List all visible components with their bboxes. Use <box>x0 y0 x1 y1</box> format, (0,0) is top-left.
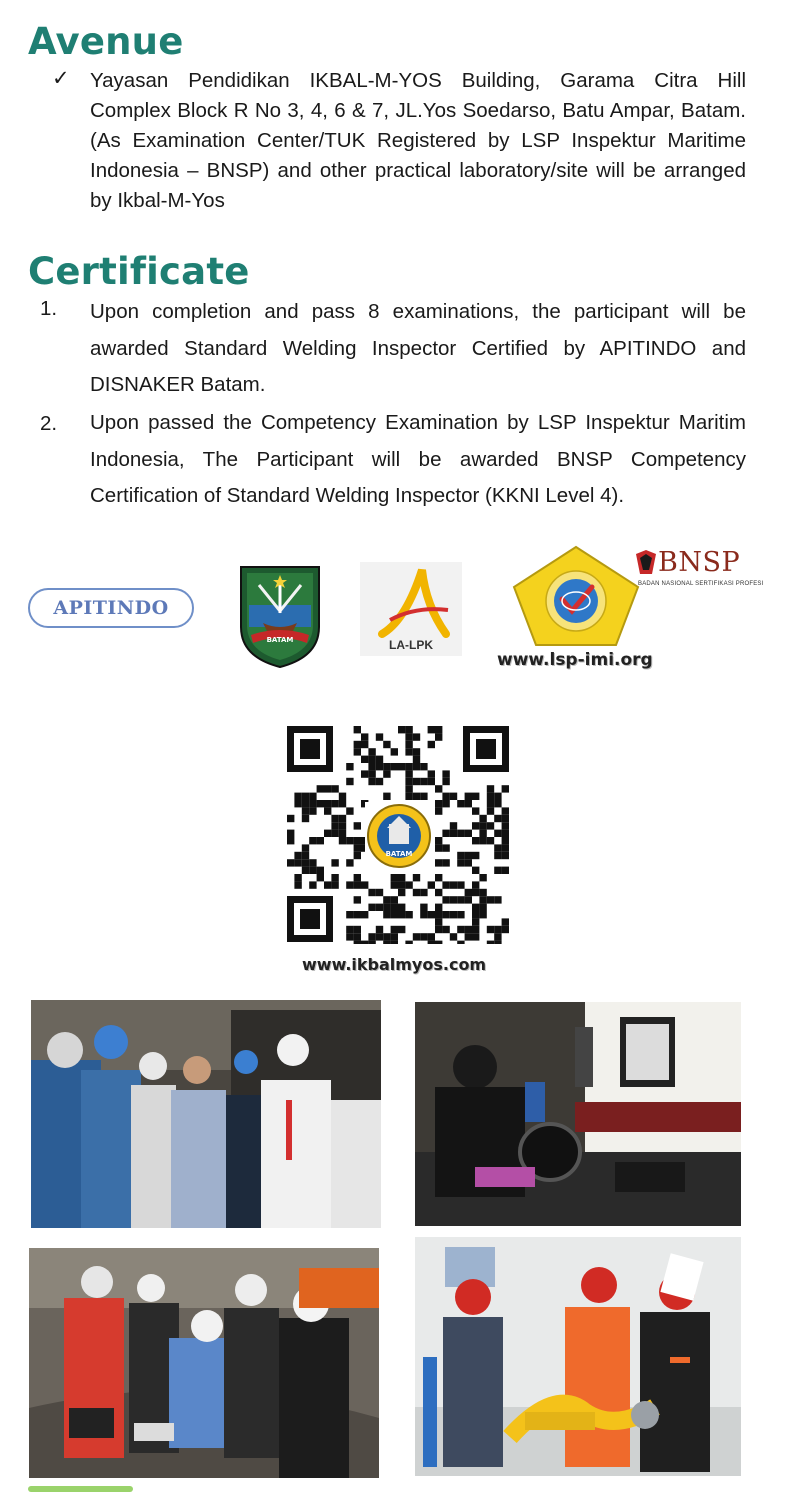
qr-module <box>494 844 501 851</box>
qr-module <box>479 822 486 829</box>
qr-module <box>317 837 324 844</box>
qr-module <box>324 881 331 888</box>
qr-module <box>309 867 316 874</box>
qr-module <box>465 852 472 859</box>
qr-module <box>376 933 383 940</box>
qr-module <box>331 815 338 822</box>
qr-module <box>472 904 479 911</box>
qr-module <box>428 741 435 748</box>
qr-module <box>302 815 309 822</box>
qr-module <box>502 837 509 844</box>
qr-module <box>457 830 464 837</box>
qr-module <box>457 852 464 859</box>
qr-module <box>398 911 405 918</box>
qr-module <box>494 815 501 822</box>
qr-module <box>479 896 486 903</box>
qr-module <box>383 904 390 911</box>
bnsp-logo-text: BNSP <box>658 547 741 578</box>
qr-module <box>502 852 509 859</box>
qr-module <box>376 904 383 911</box>
list-item-number: 2. <box>40 412 58 435</box>
qr-module <box>465 933 472 940</box>
qr-module <box>309 859 316 866</box>
qr-module <box>413 933 420 940</box>
qr-module <box>502 815 509 822</box>
qr-module <box>479 874 486 881</box>
qr-module <box>354 926 361 933</box>
qr-module <box>309 793 316 800</box>
qr-module <box>472 881 479 888</box>
list-item-text: Upon passed the Competency Examination by LSP Inspektur Maritim Indonesia, The Participant will be awarded BNSP Competency Certification of Standard Welding Inspector (KKNI Level 4). <box>90 411 746 507</box>
qr-module <box>420 933 427 940</box>
qr-module <box>435 859 442 866</box>
qr-module <box>465 926 472 933</box>
qr-module <box>457 911 464 918</box>
qr-module <box>472 852 479 859</box>
qr-module <box>435 800 442 807</box>
qr-module <box>391 926 398 933</box>
qr-module <box>413 763 420 770</box>
qr-module <box>428 778 435 785</box>
qr-module <box>294 881 301 888</box>
qr-module <box>368 756 375 763</box>
qr-module <box>472 889 479 896</box>
qr-module <box>339 837 346 844</box>
qr-module <box>398 763 405 770</box>
qr-module <box>391 933 398 940</box>
qr-module <box>302 844 309 851</box>
qr-module <box>391 874 398 881</box>
qr-module <box>294 859 301 866</box>
qr-module <box>346 926 353 933</box>
qr-module <box>502 867 509 874</box>
qr-module <box>309 881 316 888</box>
qr-module <box>435 807 442 814</box>
qr-module <box>324 800 331 807</box>
qr-module <box>368 889 375 896</box>
qr-module <box>391 763 398 770</box>
qr-badge-label: BATAM <box>385 850 413 858</box>
qr-module <box>287 859 294 866</box>
qr-module <box>361 756 368 763</box>
qr-module <box>376 889 383 896</box>
qr-module <box>376 763 383 770</box>
qr-module <box>354 822 361 829</box>
qr-module <box>294 852 301 859</box>
qr-module <box>398 926 405 933</box>
qr-module <box>457 896 464 903</box>
qr-module <box>502 830 509 837</box>
qr-module <box>465 793 472 800</box>
qr-module <box>487 822 494 829</box>
qr-module <box>346 778 353 785</box>
qr-module <box>420 911 427 918</box>
qr-module <box>479 815 486 822</box>
qr-module <box>442 793 449 800</box>
qr-module <box>346 763 353 770</box>
qr-module <box>487 793 494 800</box>
qr-module <box>361 881 368 888</box>
qr-module <box>435 844 442 851</box>
qr-module <box>354 911 361 918</box>
qr-module <box>309 837 316 844</box>
qr-module <box>391 748 398 755</box>
qr-module <box>376 756 383 763</box>
qr-module <box>442 859 449 866</box>
qr-module <box>354 933 361 940</box>
qr-module <box>346 837 353 844</box>
qr-module <box>472 918 479 925</box>
qr-module <box>472 793 479 800</box>
qr-module <box>368 763 375 770</box>
qr-module <box>442 778 449 785</box>
qr-module <box>494 800 501 807</box>
qr-module <box>494 830 501 837</box>
qr-module <box>331 859 338 866</box>
qr-module <box>368 941 375 944</box>
avenue-heading: Avenue <box>28 20 184 63</box>
qr-module <box>339 793 346 800</box>
qr-module <box>376 778 383 785</box>
qr-module <box>361 770 368 777</box>
qr-module <box>479 837 486 844</box>
batam-emblem-logo <box>237 565 323 669</box>
qr-module <box>457 941 464 944</box>
qr-module <box>331 800 338 807</box>
qr-module <box>354 741 361 748</box>
qr-module <box>405 763 412 770</box>
qr-module <box>354 844 361 851</box>
photo-welding-lab <box>415 1002 741 1226</box>
qr-module <box>487 807 494 814</box>
qr-module <box>435 911 442 918</box>
qr-module <box>502 926 509 933</box>
qr-module <box>346 933 353 940</box>
qr-module <box>420 904 427 911</box>
qr-module <box>435 785 442 792</box>
qr-module <box>494 933 501 940</box>
qr-module <box>398 904 405 911</box>
qr-module <box>309 807 316 814</box>
qr-module <box>391 896 398 903</box>
qr-module <box>487 800 494 807</box>
apitindo-logo: APITINDO <box>28 588 194 628</box>
qr-module <box>435 733 442 740</box>
lsp-url[interactable]: www.lsp-imi.org <box>497 650 653 670</box>
qr-module <box>294 793 301 800</box>
qr-module <box>494 867 501 874</box>
qr-module <box>502 844 509 851</box>
qr-module <box>472 822 479 829</box>
qr-module <box>457 881 464 888</box>
qr-module <box>420 778 427 785</box>
qr-module <box>450 933 457 940</box>
qr-module <box>346 807 353 814</box>
qr-module <box>442 800 449 807</box>
qr-module <box>465 830 472 837</box>
qr-module <box>317 874 324 881</box>
qr-module <box>405 770 412 777</box>
qr-module <box>442 926 449 933</box>
qr-module <box>428 726 435 733</box>
qr-module <box>324 830 331 837</box>
qr-module <box>405 941 412 944</box>
lsp-imi-logo <box>512 545 640 647</box>
qr-module <box>339 815 346 822</box>
qr-module <box>442 844 449 851</box>
la-lpk-logo <box>360 562 462 656</box>
qr-module <box>487 926 494 933</box>
qr-module <box>405 911 412 918</box>
qr-module <box>368 748 375 755</box>
qr-module <box>494 941 501 944</box>
qr-module <box>391 904 398 911</box>
bnsp-emblem-icon <box>634 548 658 576</box>
qr-module <box>450 793 457 800</box>
certificate-heading: Certificate <box>28 250 250 293</box>
qr-module <box>383 933 390 940</box>
qr-module <box>339 822 346 829</box>
qr-module <box>331 822 338 829</box>
qr-module <box>405 741 412 748</box>
qr-module <box>413 756 420 763</box>
list-item-text: Upon completion and pass 8 examinations, the participant will be awarded Standard Welding Inspector Certified by APITINDO and DISNAKER Batam. <box>90 300 746 396</box>
photo-inspection-practice <box>29 1248 379 1478</box>
qr-module <box>368 933 375 940</box>
qr-module <box>465 889 472 896</box>
qr-module <box>354 896 361 903</box>
qr-module <box>435 941 442 944</box>
qr-module <box>376 733 383 740</box>
qr-module <box>487 837 494 844</box>
qr-module <box>479 911 486 918</box>
qr-module <box>405 733 412 740</box>
qr-module <box>331 881 338 888</box>
qr-module <box>494 896 501 903</box>
qr-module <box>405 778 412 785</box>
qr-module <box>383 911 390 918</box>
qr-module <box>391 941 398 944</box>
qr-module <box>465 800 472 807</box>
qr-module <box>494 793 501 800</box>
qr-module <box>450 911 457 918</box>
qr-module <box>494 852 501 859</box>
qr-module <box>442 830 449 837</box>
qr-module <box>339 830 346 837</box>
photo-workshop-group <box>31 1000 381 1228</box>
qr-module <box>405 748 412 755</box>
qr-module <box>450 830 457 837</box>
list-item-number: 1. <box>40 297 58 320</box>
qr-module <box>435 918 442 925</box>
qr-module <box>472 867 479 874</box>
qr-module <box>339 800 346 807</box>
qr-module <box>324 785 331 792</box>
qr-module <box>398 881 405 888</box>
qr-module <box>435 726 442 733</box>
qr-module <box>487 785 494 792</box>
qr-module <box>472 807 479 814</box>
qr-module <box>502 785 509 792</box>
qr-module <box>472 926 479 933</box>
qr-module <box>354 852 361 859</box>
qr-module <box>287 837 294 844</box>
accent-bar <box>28 1486 133 1492</box>
qr-module <box>317 867 324 874</box>
qr-module <box>428 941 435 944</box>
qr-module <box>354 941 361 944</box>
qr-module <box>287 830 294 837</box>
qr-module <box>302 807 309 814</box>
qr-module <box>435 837 442 844</box>
qr-module <box>354 874 361 881</box>
qr-module <box>331 785 338 792</box>
qr-module <box>361 941 368 944</box>
qr-module <box>383 770 390 777</box>
qr-module <box>479 830 486 837</box>
qr-module <box>361 733 368 740</box>
qr-module <box>294 800 301 807</box>
la-lpk-label: LA-LPK <box>389 638 433 652</box>
qr-module <box>413 748 420 755</box>
qr-module <box>383 941 390 944</box>
qr-module <box>354 748 361 755</box>
qr-module <box>472 933 479 940</box>
qr-module <box>457 926 464 933</box>
qr-module <box>450 881 457 888</box>
qr-module <box>479 889 486 896</box>
qr-module <box>398 889 405 896</box>
qr-module <box>391 911 398 918</box>
qr-module <box>302 793 309 800</box>
qr-module <box>405 793 412 800</box>
photo-pipe-inspection <box>415 1237 741 1476</box>
qr-module <box>398 874 405 881</box>
qr-module <box>479 904 486 911</box>
qr-module <box>502 918 509 925</box>
qr-module <box>413 874 420 881</box>
qr-module <box>465 859 472 866</box>
qr-module <box>457 859 464 866</box>
qr-module <box>383 793 390 800</box>
bnsp-subtitle: BADAN NASIONAL SERTIFIKASI PROFESI <box>638 581 764 587</box>
qr-module <box>450 822 457 829</box>
qr-module <box>346 859 353 866</box>
qr-module <box>457 800 464 807</box>
qr-module <box>487 941 494 944</box>
qr-module <box>302 800 309 807</box>
qr-module <box>368 778 375 785</box>
qr-module <box>391 881 398 888</box>
qr-module <box>428 933 435 940</box>
qr-module <box>302 867 309 874</box>
qr-module <box>494 926 501 933</box>
qr-module <box>376 926 383 933</box>
qr-module <box>405 785 412 792</box>
qr-module <box>309 800 316 807</box>
ikbalmyos-url[interactable]: www.ikbalmyos.com <box>302 955 487 974</box>
qr-module <box>435 874 442 881</box>
qr-module <box>442 911 449 918</box>
qr-module <box>294 874 301 881</box>
qr-module <box>428 881 435 888</box>
batam-label: BATAM <box>266 636 294 644</box>
qr-module <box>302 852 309 859</box>
qr-module <box>354 726 361 733</box>
qr-module <box>405 881 412 888</box>
qr-module <box>442 770 449 777</box>
qr-module <box>487 896 494 903</box>
qr-module <box>428 911 435 918</box>
qr-module <box>398 726 405 733</box>
qr-module <box>346 911 353 918</box>
qr-module <box>413 793 420 800</box>
qr-module <box>435 889 442 896</box>
qr-module <box>317 785 324 792</box>
qr-module <box>502 807 509 814</box>
qr-module <box>405 726 412 733</box>
qr-module <box>472 837 479 844</box>
qr-module <box>317 800 324 807</box>
qr-module <box>413 778 420 785</box>
qr-module <box>383 896 390 903</box>
qr-module <box>502 822 509 829</box>
qr-module <box>346 881 353 888</box>
qr-module <box>413 733 420 740</box>
qr-module <box>287 815 294 822</box>
avenue-text: Yayasan Pendidikan IKBAL-M-YOS Building, Garama Citra Hill Complex Block R No 3, 4, 6 & 7, JL.Yos Soedarso, Batu Ampar, Batam. (As Examination Center/TUK Registered by LSP Inspektur Maritime Indonesia – BNSP) and other practical laboratory/site will be arranged by Ikbal-M-Yos <box>90 69 746 212</box>
qr-module <box>450 896 457 903</box>
checkmark-icon: ✓ <box>52 66 70 90</box>
qr-module <box>435 904 442 911</box>
qr-module <box>420 763 427 770</box>
qr-module <box>442 881 449 888</box>
qr-module <box>354 837 361 844</box>
qr-module <box>302 859 309 866</box>
qr-code[interactable] <box>285 724 511 944</box>
qr-module <box>368 770 375 777</box>
qr-module <box>442 896 449 903</box>
qr-module <box>383 741 390 748</box>
qr-module <box>368 904 375 911</box>
qr-module <box>383 763 390 770</box>
qr-module <box>331 830 338 837</box>
qr-module <box>465 896 472 903</box>
qr-module <box>435 926 442 933</box>
qr-module <box>354 881 361 888</box>
qr-module <box>361 911 368 918</box>
qr-module <box>413 889 420 896</box>
qr-module <box>420 889 427 896</box>
qr-module <box>324 807 331 814</box>
qr-module <box>361 741 368 748</box>
qr-module <box>472 911 479 918</box>
qr-module <box>331 874 338 881</box>
qr-module <box>420 793 427 800</box>
qr-module <box>428 770 435 777</box>
